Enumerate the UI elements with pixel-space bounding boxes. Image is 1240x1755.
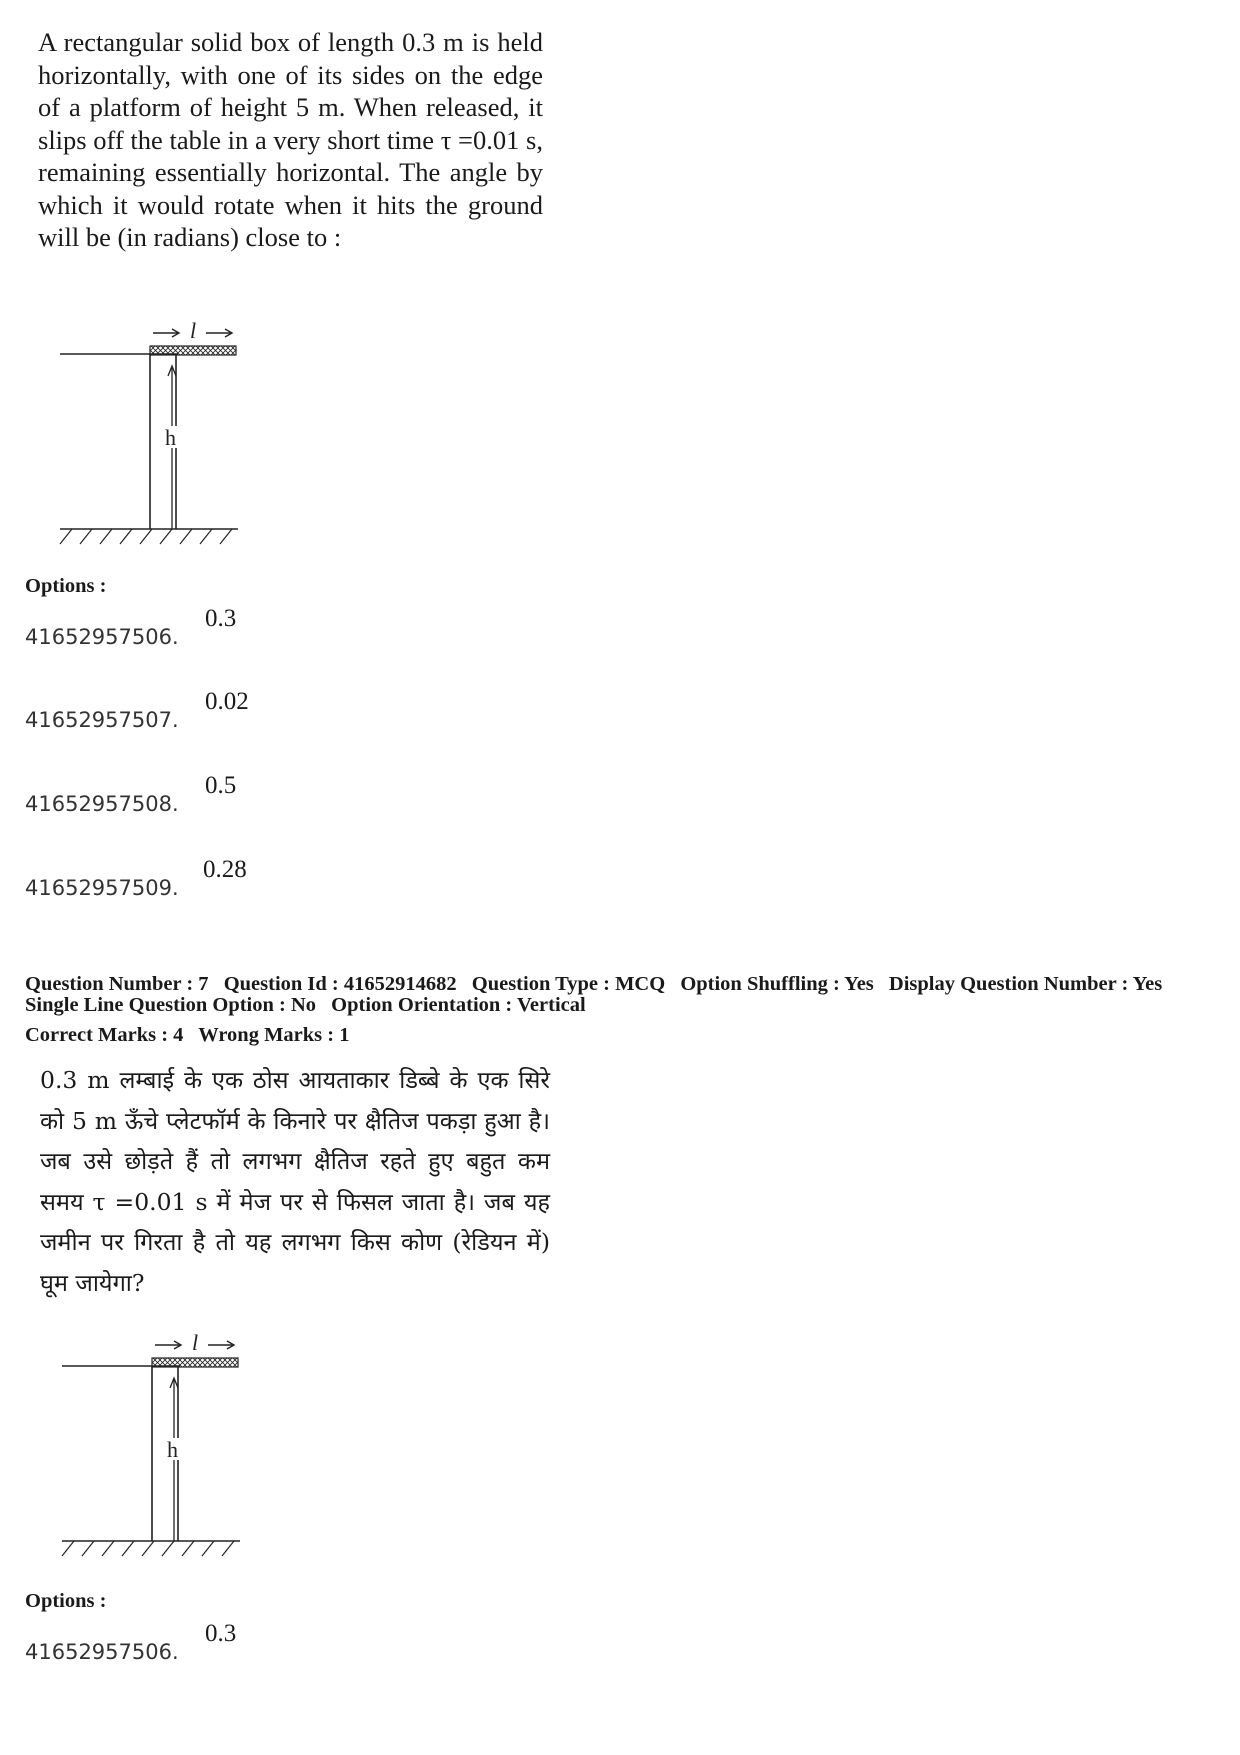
- options-heading: Options :: [25, 1590, 107, 1612]
- option-id: 41652957506.: [25, 1640, 179, 1664]
- length-label: l: [190, 318, 197, 343]
- option-item[interactable]: [25, 1620, 325, 1665]
- option-id: 41652957508.: [25, 792, 179, 816]
- option-orientation: Option Orientation : Vertical: [331, 994, 586, 1016]
- options-heading: Options :: [25, 575, 107, 597]
- platform-figure-2: [40, 1330, 250, 1565]
- option-item[interactable]: [25, 772, 325, 817]
- box-rect: [152, 1358, 238, 1367]
- box-rect: [150, 346, 236, 355]
- option-id: 41652957509.: [25, 876, 179, 900]
- question-text-hindi: 0.3 m लम्बाई के एक ठोस आयताकार डिब्बे के एक सिरे को 5 m ऊँचे प्लेटफॉर्म के किनारे पर क्षैतिज पकड़ा हुआ है। जब उसे छोड़ते हैं तो लगभग क्षैतिज रहते हुए बहुत कम समय τ =0.01 s में मेज पर से फिसल जाता है। जब यह जमीन पर गिरता है तो यह लगभग किस कोण (रेडियन में) घूम जायेगा?: [40, 1066, 550, 1297]
- height-label: h: [167, 1437, 178, 1462]
- length-label: l: [192, 1330, 199, 1355]
- option-id: 41652957507.: [25, 708, 179, 732]
- correct-marks: Correct Marks : 4: [25, 1024, 184, 1046]
- height-label: h: [165, 425, 176, 450]
- display-question-number: Display Question Number : Yes: [888, 973, 1163, 995]
- platform-figure-1: [38, 318, 248, 553]
- wrong-marks: Wrong Marks : 1: [198, 1024, 350, 1046]
- question-id: Question Id : 41652914682: [223, 973, 457, 995]
- single-line-option: Single Line Question Option : No: [25, 994, 317, 1016]
- option-value: 0.3: [205, 1620, 237, 1647]
- option-item[interactable]: [25, 605, 325, 650]
- option-value: 0.5: [205, 772, 237, 799]
- question-meta-line-3: [25, 1024, 360, 1046]
- question-type: Question Type : MCQ: [471, 973, 666, 995]
- question-meta-line-1: [25, 973, 1172, 995]
- option-shuffling: Option Shuffling : Yes: [680, 973, 874, 995]
- option-item[interactable]: [25, 856, 325, 901]
- option-value: 0.02: [205, 688, 249, 715]
- question-number: Question Number : 7: [25, 973, 209, 995]
- option-value: 0.3: [205, 605, 237, 632]
- option-id: 41652957506.: [25, 625, 179, 649]
- option-value: 0.28: [203, 856, 247, 883]
- question-text-english: A rectangular solid box of length 0.3 m is held horizontally, with one of its sides on the edge of a platform of height 5 m. When released, it slips off the table in a very short time τ =0.01 s, remaining essentially horizontal. The angle by which it would rotate when it hits the ground will be (in radians) close to :: [38, 27, 543, 252]
- option-item[interactable]: [25, 688, 325, 733]
- question-meta-line-2: [25, 994, 596, 1016]
